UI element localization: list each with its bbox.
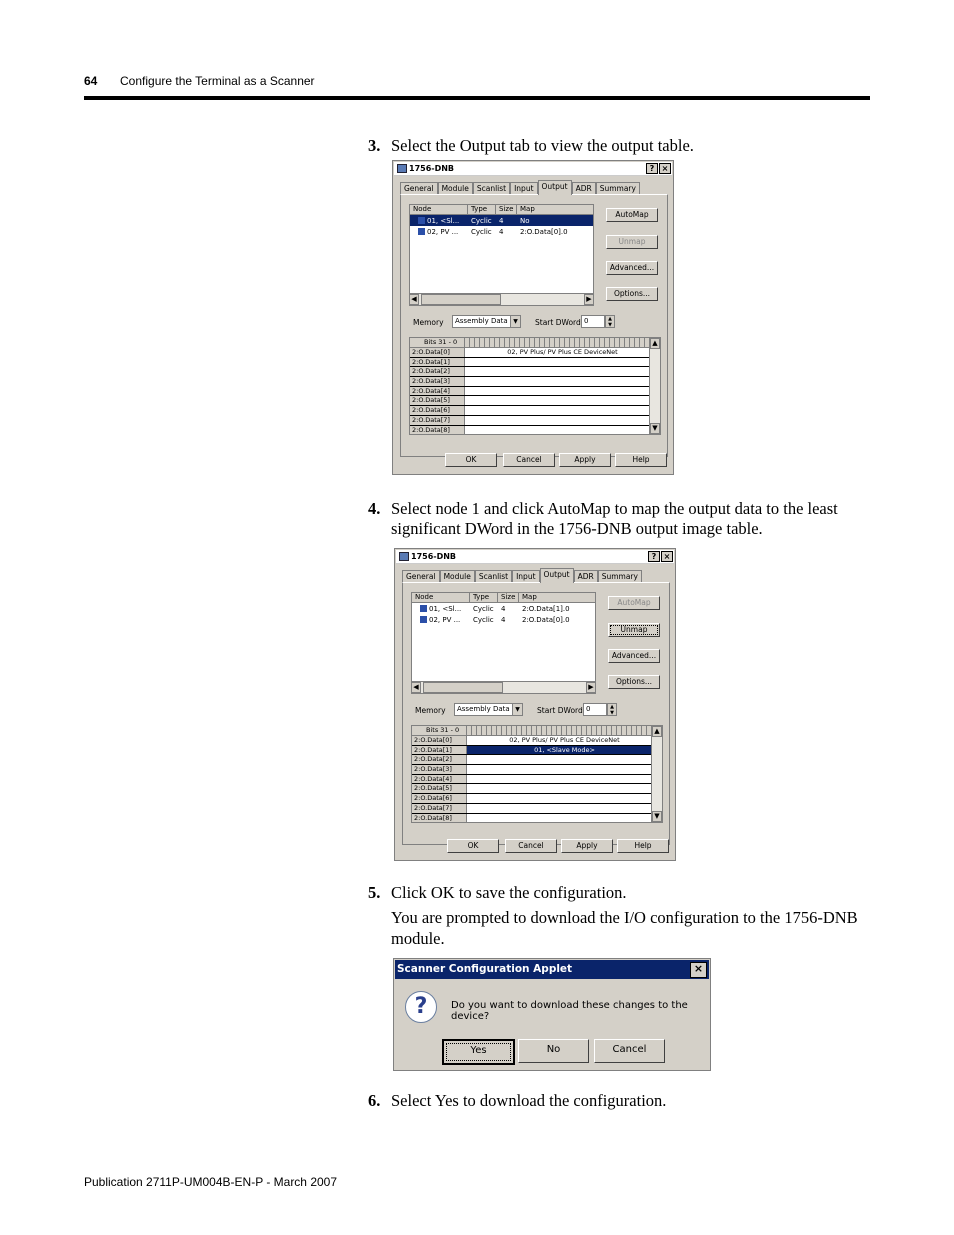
unmap-button[interactable]: Unmap xyxy=(608,623,660,637)
tab-scanlist[interactable]: Scanlist xyxy=(475,570,512,582)
tab-adr[interactable]: ADR xyxy=(574,570,598,582)
bits-header: Bits 31 - 0 xyxy=(412,726,467,735)
row-value xyxy=(467,784,662,793)
row-label: 2:O.Data[6] xyxy=(410,406,465,415)
chevron-down-icon[interactable]: ▼ xyxy=(512,704,522,715)
apply-button[interactable]: Apply xyxy=(561,839,613,853)
row-value: 01, <Slave Mode> xyxy=(467,746,662,755)
row-value xyxy=(465,387,660,396)
row-value xyxy=(467,804,662,813)
tab-adr[interactable]: ADR xyxy=(572,182,596,194)
help-icon[interactable]: ? xyxy=(646,163,658,174)
advanced-button[interactable]: Advanced... xyxy=(606,261,658,275)
step-3 xyxy=(368,136,694,156)
step-6 xyxy=(368,1091,666,1111)
col-node[interactable]: Node xyxy=(412,593,470,602)
table-row[interactable] xyxy=(412,755,662,765)
step-5 xyxy=(368,883,627,903)
row-label: 2:O.Data[4] xyxy=(410,387,465,396)
table-row[interactable] xyxy=(410,387,660,397)
bit-columns xyxy=(467,726,662,735)
node-map: 2:O.Data[0].0 xyxy=(520,227,568,236)
bits-header: Bits 31 - 0 xyxy=(410,338,465,347)
step-number: 3. xyxy=(368,136,381,155)
scroll-thumb[interactable] xyxy=(421,294,501,305)
close-icon[interactable]: × xyxy=(659,163,671,174)
scroll-left-icon[interactable]: ◀ xyxy=(411,682,421,693)
horizontal-scrollbar[interactable] xyxy=(411,681,596,693)
row-value xyxy=(465,367,660,376)
table-row[interactable] xyxy=(412,775,662,785)
row-value xyxy=(465,377,660,386)
memory-select[interactable] xyxy=(452,315,521,328)
output-image-table[interactable] xyxy=(411,725,663,823)
bit-columns xyxy=(465,338,660,347)
step-number: 4. xyxy=(368,499,381,518)
memory-label: Memory xyxy=(415,706,446,715)
close-icon[interactable]: × xyxy=(690,962,707,978)
grid-header xyxy=(410,338,660,348)
device-icon xyxy=(420,616,427,623)
row-label: 2:O.Data[5] xyxy=(412,784,467,793)
cancel-button[interactable]: Cancel xyxy=(503,453,555,467)
row-value xyxy=(467,814,662,823)
node-name: 02, PV ... xyxy=(427,227,459,236)
table-row[interactable] xyxy=(410,416,660,426)
table-row[interactable] xyxy=(412,736,662,746)
row-value xyxy=(467,755,662,764)
node-type: Cyclic xyxy=(473,604,494,613)
dialog-title: 1756-DNB xyxy=(411,552,457,561)
node-size: 4 xyxy=(499,216,504,225)
row-value xyxy=(465,406,660,415)
node-map: No xyxy=(520,216,530,225)
ok-button[interactable]: OK xyxy=(445,453,497,467)
publication-footer: Publication 2711P-UM004B-EN-P - March 2007 xyxy=(84,1175,338,1189)
row-value: 02, PV Plus/ PV Plus CE DeviceNet xyxy=(507,348,618,356)
node-type: Cyclic xyxy=(471,216,492,225)
row-label: 2:O.Data[3] xyxy=(410,377,465,386)
row-label: 2:O.Data[5] xyxy=(410,396,465,405)
table-row[interactable] xyxy=(410,406,660,416)
close-icon[interactable]: × xyxy=(661,551,673,562)
scroll-up-icon[interactable]: ▲ xyxy=(650,338,660,349)
row-value xyxy=(467,794,662,803)
row-label: 2:O.Data[8] xyxy=(412,814,467,823)
tab-summary[interactable]: Summary xyxy=(598,570,642,582)
row-label: 2:O.Data[1] xyxy=(410,358,465,367)
row-label: 2:O.Data[0] xyxy=(412,736,467,745)
node-size: 4 xyxy=(501,615,506,624)
help-button[interactable]: Help xyxy=(617,839,669,853)
node-map: 2:O.Data[0].0 xyxy=(522,615,570,624)
table-row[interactable] xyxy=(410,348,660,358)
tab-output[interactable]: Output xyxy=(540,568,574,583)
col-size[interactable]: Size xyxy=(498,593,519,602)
step-4 xyxy=(368,499,863,539)
node-list[interactable] xyxy=(409,204,594,306)
scroll-left-icon[interactable]: ◀ xyxy=(409,294,419,305)
apply-button[interactable]: Apply xyxy=(559,453,611,467)
table-row[interactable] xyxy=(410,367,660,377)
row-value xyxy=(467,775,662,784)
horizontal-scrollbar[interactable] xyxy=(409,293,594,305)
table-row[interactable] xyxy=(412,784,662,794)
cancel-button[interactable]: Cancel xyxy=(594,1039,665,1063)
chevron-down-icon[interactable]: ▼ xyxy=(510,316,520,327)
options-button[interactable]: Options... xyxy=(608,675,660,689)
question-icon: ? xyxy=(405,991,437,1023)
help-button[interactable]: Help xyxy=(615,453,667,467)
list-item[interactable] xyxy=(412,614,595,625)
row-label: 2:O.Data[0] xyxy=(410,348,465,357)
tab-scanlist[interactable]: Scanlist xyxy=(473,182,510,194)
page-number: 64 xyxy=(84,74,98,88)
network-icon xyxy=(397,164,407,173)
tab-general[interactable]: General xyxy=(402,570,440,582)
yes-button[interactable]: Yes xyxy=(442,1039,515,1065)
step-5-note: You are prompted to download the I/O configuration to the 1756-DNB module. xyxy=(391,908,858,948)
table-row[interactable] xyxy=(410,377,660,387)
network-icon xyxy=(399,552,409,561)
row-label: 2:O.Data[8] xyxy=(410,426,465,435)
vertical-scrollbar[interactable] xyxy=(649,338,660,434)
advanced-button[interactable]: Advanced... xyxy=(608,649,660,663)
header-rule xyxy=(84,96,870,100)
device-icon xyxy=(420,605,427,612)
col-type[interactable]: Type xyxy=(468,205,496,214)
list-item[interactable] xyxy=(410,226,593,237)
table-row[interactable] xyxy=(410,358,660,368)
col-map[interactable]: Map xyxy=(522,593,537,601)
row-label: 2:O.Data[7] xyxy=(412,804,467,813)
node-list[interactable] xyxy=(411,592,596,694)
table-row[interactable] xyxy=(412,804,662,814)
tab-input[interactable]: Input xyxy=(512,570,539,582)
table-row[interactable] xyxy=(412,814,662,824)
scanner-config-message-box xyxy=(393,958,711,1071)
step-text: Select Yes to download the configuration. xyxy=(391,1091,667,1110)
section-title: Configure the Terminal as a Scanner xyxy=(120,74,315,88)
message-box-title: Scanner Configuration Applet xyxy=(395,960,709,979)
scroll-right-icon[interactable]: ▶ xyxy=(584,294,594,305)
list-item[interactable] xyxy=(412,603,595,614)
start-dword-label: Start DWord xyxy=(537,706,583,715)
row-value xyxy=(465,358,660,367)
spinner-icon[interactable]: ▲ ▼ xyxy=(607,703,617,716)
dialog-title: 1756-DNB xyxy=(409,164,455,173)
row-label: 2:O.Data[6] xyxy=(412,794,467,803)
row-label: 2:O.Data[7] xyxy=(410,416,465,425)
tab-output[interactable]: Output xyxy=(538,180,572,195)
row-value xyxy=(465,416,660,425)
row-label: 2:O.Data[3] xyxy=(412,765,467,774)
table-row[interactable] xyxy=(412,794,662,804)
start-dword-label: Start DWord xyxy=(535,318,581,327)
output-image-table[interactable] xyxy=(409,337,661,435)
dialog-title-bar xyxy=(394,162,672,176)
tab-summary[interactable]: Summary xyxy=(596,182,640,194)
step-text: Select node 1 and click AutoMap to map the output data to the least significant DWord in the 1756-DNB output image table. xyxy=(391,499,838,538)
step-text: Click OK to save the configuration. xyxy=(391,883,627,902)
row-label: 2:O.Data[2] xyxy=(410,367,465,376)
row-label: 2:O.Data[1] xyxy=(412,746,467,755)
node-map: 2:O.Data[1].0 xyxy=(522,604,570,613)
spinner-icon[interactable]: ▲ ▼ xyxy=(605,315,615,328)
step-text: Select the Output tab to view the output table. xyxy=(391,136,694,155)
node-type: Cyclic xyxy=(471,227,492,236)
scroll-down-icon[interactable]: ▼ xyxy=(650,423,660,434)
vertical-scrollbar[interactable] xyxy=(651,726,662,822)
step-number: 5. xyxy=(368,883,381,902)
tab-module[interactable]: Module xyxy=(438,182,473,194)
table-row[interactable] xyxy=(410,396,660,406)
scroll-right-icon[interactable]: ▶ xyxy=(586,682,596,693)
cancel-button[interactable]: Cancel xyxy=(505,839,557,853)
node-name: 01, <Sl... xyxy=(427,216,460,225)
node-type: Cyclic xyxy=(473,615,494,624)
table-row[interactable] xyxy=(412,765,662,775)
tab-general[interactable]: General xyxy=(400,182,438,194)
tab-module[interactable]: Module xyxy=(440,570,475,582)
ok-button[interactable]: OK xyxy=(447,839,499,853)
col-node[interactable]: Node xyxy=(410,205,468,214)
col-size[interactable]: Size xyxy=(496,205,517,214)
node-name: 02, PV ... xyxy=(429,615,461,624)
list-header xyxy=(410,205,593,215)
message-text: Do you want to download these changes to the device? xyxy=(451,1000,688,1022)
col-type[interactable]: Type xyxy=(470,593,498,602)
scroll-down-icon[interactable]: ▼ xyxy=(652,811,662,822)
device-icon xyxy=(418,228,425,235)
node-size: 4 xyxy=(499,227,504,236)
step-number: 6. xyxy=(368,1091,381,1110)
help-icon[interactable]: ? xyxy=(648,551,660,562)
memory-value: Assembly Data xyxy=(455,317,508,325)
row-label: 2:O.Data[2] xyxy=(412,755,467,764)
no-button[interactable]: No xyxy=(518,1039,589,1063)
start-dword-input[interactable]: 0 xyxy=(583,703,607,716)
node-name: 01, <Sl... xyxy=(429,604,462,613)
row-value xyxy=(465,426,660,435)
unmap-button[interactable]: Unmap xyxy=(606,235,658,249)
automap-button[interactable]: AutoMap xyxy=(606,208,658,222)
options-button[interactable]: Options... xyxy=(606,287,658,301)
dialog-title-bar xyxy=(396,550,674,564)
memory-select[interactable] xyxy=(454,703,523,716)
automap-button[interactable]: AutoMap xyxy=(608,596,660,610)
list-item[interactable] xyxy=(410,215,593,226)
memory-label: Memory xyxy=(413,318,444,327)
table-row[interactable] xyxy=(410,426,660,436)
table-row[interactable] xyxy=(412,746,662,756)
dnb-dialog-output-tab xyxy=(392,160,674,475)
device-icon xyxy=(418,217,425,224)
col-map[interactable]: Map xyxy=(520,205,535,213)
tab-strip xyxy=(402,568,642,582)
row-label: 2:O.Data[4] xyxy=(412,775,467,784)
dnb-dialog-automapped xyxy=(394,548,676,861)
row-value: 02, PV Plus/ PV Plus CE DeviceNet xyxy=(509,736,620,744)
tab-strip xyxy=(400,180,640,194)
tab-input[interactable]: Input xyxy=(510,182,537,194)
row-value xyxy=(467,765,662,774)
grid-header xyxy=(412,726,662,736)
scroll-up-icon[interactable]: ▲ xyxy=(652,726,662,737)
start-dword-input[interactable]: 0 xyxy=(581,315,605,328)
scroll-thumb[interactable] xyxy=(423,682,503,693)
row-value xyxy=(465,396,660,405)
memory-value: Assembly Data xyxy=(457,705,510,713)
node-size: 4 xyxy=(501,604,506,613)
list-header xyxy=(412,593,595,603)
